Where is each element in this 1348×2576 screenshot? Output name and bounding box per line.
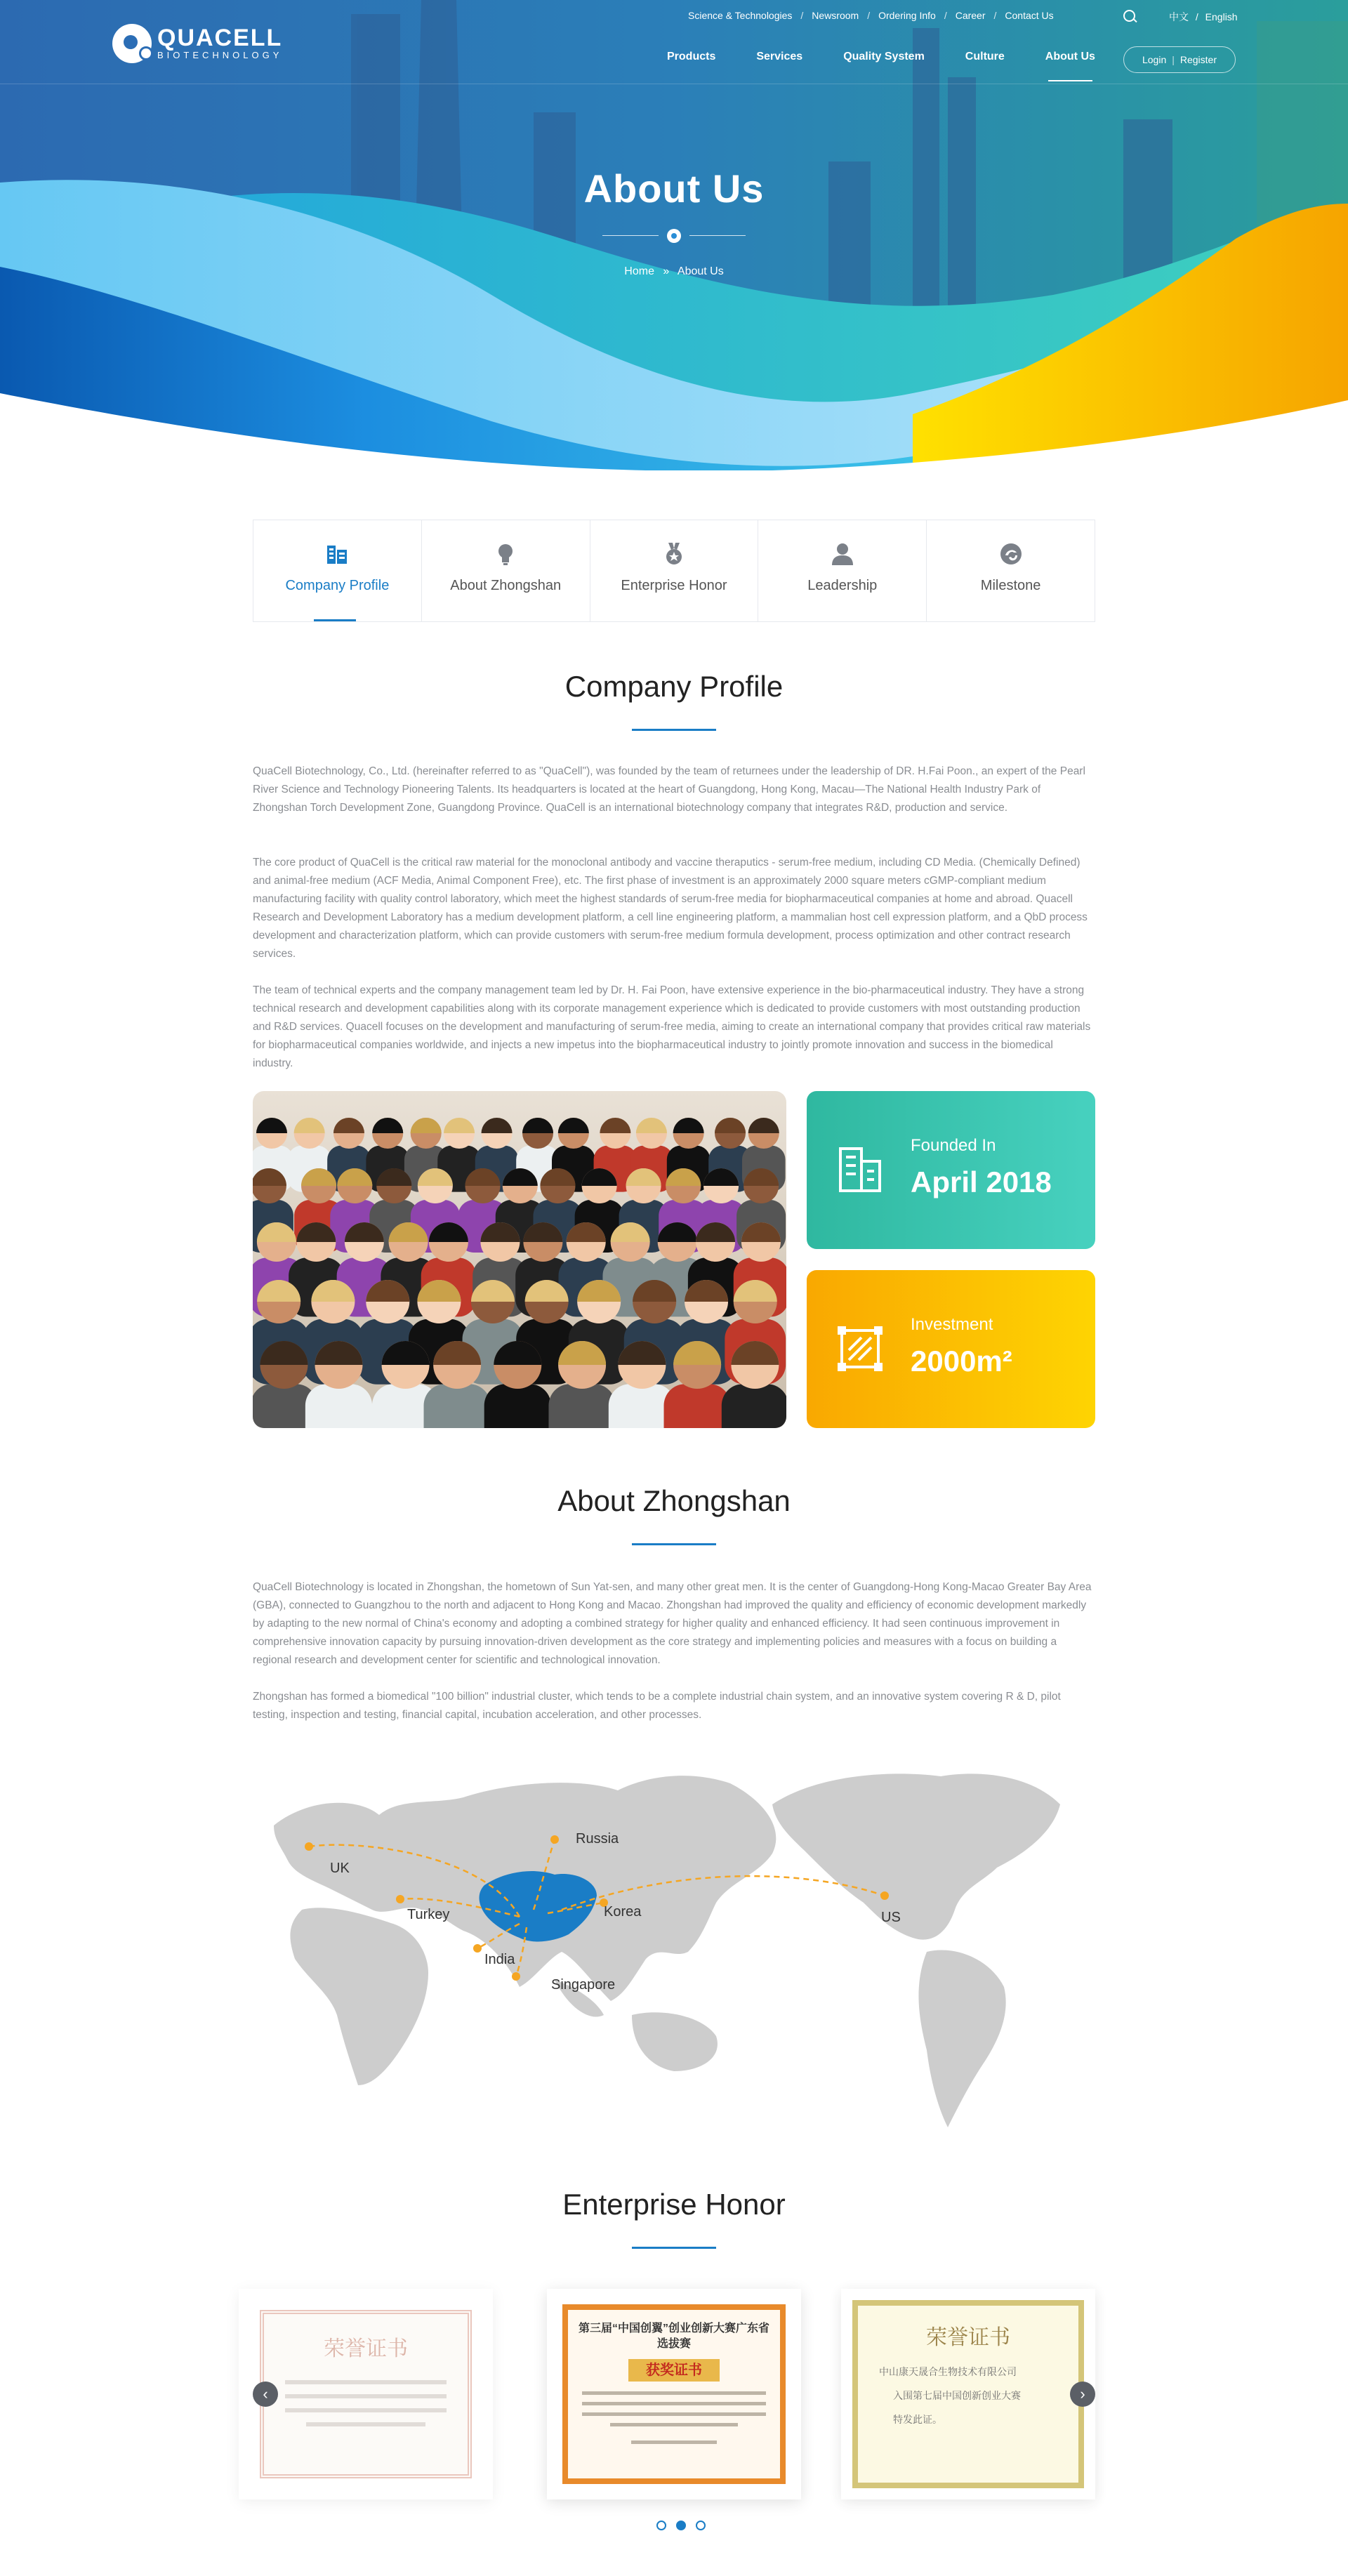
sub-nav-science[interactable]: Science & Technologies [688,10,793,21]
breadcrumb-home[interactable]: Home [624,265,654,277]
sub-nav-ordering[interactable]: Ordering Info [878,10,936,21]
tab-leadership[interactable] [758,520,927,621]
logo-icon [112,24,152,63]
search-icon[interactable] [1122,8,1139,25]
tab-enterprise-honor[interactable] [590,520,759,621]
building-outline-icon [835,1144,885,1195]
carousel-next-button[interactable]: › [1070,2382,1095,2407]
logo[interactable] [112,24,282,63]
tab-company-profile[interactable] [253,520,422,621]
sub-nav-career[interactable]: Career [955,10,986,21]
carousel-prev-button[interactable]: ‹ [253,2382,278,2407]
map-label-us: US [881,1910,901,1925]
carousel-pagination [652,2521,711,2530]
tab-label: Company Profile [285,578,390,593]
sub-nav-newsroom[interactable]: Newsroom [812,10,859,21]
title-underline [632,729,716,731]
building-icon [324,541,350,567]
world-map [253,1748,1095,2134]
person-icon [830,541,855,567]
tab-label: Leadership [807,578,878,593]
breadcrumb-current: About Us [677,265,724,277]
nav-culture[interactable]: Culture [965,51,1005,62]
zhongshan-paragraph-1: QuaCell Biotechnology is located in Zhongshan, the hometown of Sun Yat-sen, and many other great men. It is the center of Guangdong-Hong Kong-Macao Greater Bay Area (GBA), connected to Guangzhou to the north and adjacent to Hong Kong and Macao. Zhongshan had improved the quality and efficiency of economic development markedly by adapting to the new normal of China's economy and adopting a combined strategy for higher quality and enhanced efficiency. It had seen continuous improvement in comprehensive innovation capacity by pursuing innovation-driven development as the core strategy and implementing policies and measures with a focus on building a regional research and development center for scientific and technological innovation. [253,1581,1092,1666]
lang-zh[interactable]: 中文 [1169,11,1189,22]
about-zhongshan-title: About Zhongshan [557,1484,791,1517]
carousel-dot[interactable] [696,2521,706,2530]
tab-label: Milestone [980,578,1041,593]
lightbulb-icon [493,541,518,567]
register-link[interactable]: Register [1180,54,1217,65]
profile-paragraph-1: QuaCell Biotechnology, Co., Ltd. (hereinafter referred to as "QuaCell"), was founded by the team of returnees under the leadership of DR. H.Fai Poon., an expert of the Pearl River Science and Technology Pioneering Talents. Its headquarters is located at the heart of Guangdong, Hong Kong, Macau—The National Health Industry Park of Zhongshan Torch Development Zone, Guangdong Province. QuaCell is an international biotechnology company that integrates R&D, production and service. [253,765,1085,814]
breadcrumb: Home » About Us [624,265,724,277]
founded-label: Founded In [911,1136,996,1155]
brand-name: QUACELL [157,25,283,51]
divider-dot-icon [667,229,681,243]
investment-label: Investment [911,1315,993,1334]
map-label-russia: Russia [576,1831,619,1847]
founded-value: April 2018 [911,1165,1052,1198]
secondary-nav: Science & Technologies / Newsroom / Ordering Info / Career / Contact Us [688,10,1054,21]
profile-paragraph-2: The core product of QuaCell is the critical raw material for the monoclonal antibody and vaccine theraputics - serum-free medium, including CD Media. (Chemically Defined) and animal-free medium (ACF Media, Animal Component Free), etc. The first phase of investment is an approximately 2000 square meters cGMP-compliant medium manufacturing facility with quality control laboratory, which meet the highest standards of serum-free media for biopharmaceutical companies at home and abroad. Quacell Research and Development Laboratory has a medium development platform, a cell line engineering platform, a mammalian host cell expression platform, and a QbD process development and characterization platform, which can provide customers with serum-free medium formula development, process optimization and other contract research services. [253,857,1088,960]
map-label-uk: UK [330,1861,350,1876]
tab-about-zhongshan[interactable] [422,520,590,621]
investment-card [807,1270,1095,1428]
lang-en[interactable]: English [1205,11,1238,22]
brand-sub: BIOTECHNOLOGY [157,50,283,60]
hero-banner [0,0,1348,470]
carousel-dot-active[interactable] [676,2521,686,2530]
header [0,0,1348,84]
certificate-card[interactable] [841,2289,1095,2499]
certificate-line: 入围第七届中国创新创业大赛 [893,2390,1021,2401]
page-title: About Us [583,166,765,211]
language-switch: 中文 / English [1169,11,1238,22]
milestone-icon [998,541,1024,567]
certificate-title: 第三届“中国创翼”创业创新大赛广东省选拔赛 [578,2323,769,2350]
medal-icon [661,541,687,567]
certificate-title: 荣誉证书 [324,2337,408,2361]
zhongshan-paragraph-2: Zhongshan has formed a biomedical "100 billion" industrial cluster, which tends to be a complete industrial chain system, and an innovative system covering R & D, pilot testing, inspection and testing, financial capital, incubation acceleration, and other processes. [253,1691,1061,1721]
certificate-title: 荣誉证书 [926,2325,1010,2350]
tab-milestone[interactable] [927,520,1095,621]
nav-quality-system[interactable]: Quality System [843,51,925,62]
profile-paragraph-3: The team of technical experts and the company management team led by Dr. H. Fai Poon, have extensive experience in the bio-pharmaceutical industry. They have a strong technical research and development capabilities along with its corporate management experience which is dedicated to provide customers with most outstanding production and R&D services. Quacell focuses on the development and manufacturing of serum-free media, aiming to create an international company that provides critical raw materials for biopharmaceutical companies worldwide, and injects a new impetus into the biopharmaceutical industry to jointly promote innovation and success in the biomedical industry. [253,984,1091,1069]
area-icon [835,1323,885,1374]
founded-card [807,1091,1095,1249]
auth-pill: Login | Register [1123,46,1236,73]
company-profile-title: Company Profile [564,670,784,703]
map-label-turkey: Turkey [407,1907,450,1922]
honor-carousel [253,2289,1095,2499]
title-underline [632,1543,716,1545]
title-underline [632,2247,716,2249]
nav-about-us[interactable]: About Us [1045,51,1095,81]
login-link[interactable]: Login [1142,54,1167,65]
certificate-line: 中山康天晟合生物技术有限公司 [879,2366,1017,2377]
nav-products[interactable]: Products [667,51,716,62]
investment-value: 2000m² [911,1345,1012,1378]
carousel-dot[interactable] [656,2521,666,2530]
certificate-badge: 获奖证书 [628,2359,720,2382]
certificate-card[interactable] [547,2289,801,2499]
sub-nav-contact[interactable]: Contact Us [1005,10,1054,21]
tab-label: About Zhongshan [450,578,562,593]
map-label-india: India [484,1952,515,1967]
team-photo [253,1091,786,1428]
section-tabs [253,520,1095,622]
nav-services[interactable]: Services [756,51,803,62]
tab-label: Enterprise Honor [621,578,727,593]
map-label-singapore: Singapore [551,1977,616,1993]
enterprise-honor-title: Enterprise Honor [562,2188,786,2221]
certificate-line: 特发此证。 [893,2414,942,2425]
main-nav [667,51,1136,81]
map-label-korea: Korea [604,1904,642,1920]
title-divider [602,229,746,243]
